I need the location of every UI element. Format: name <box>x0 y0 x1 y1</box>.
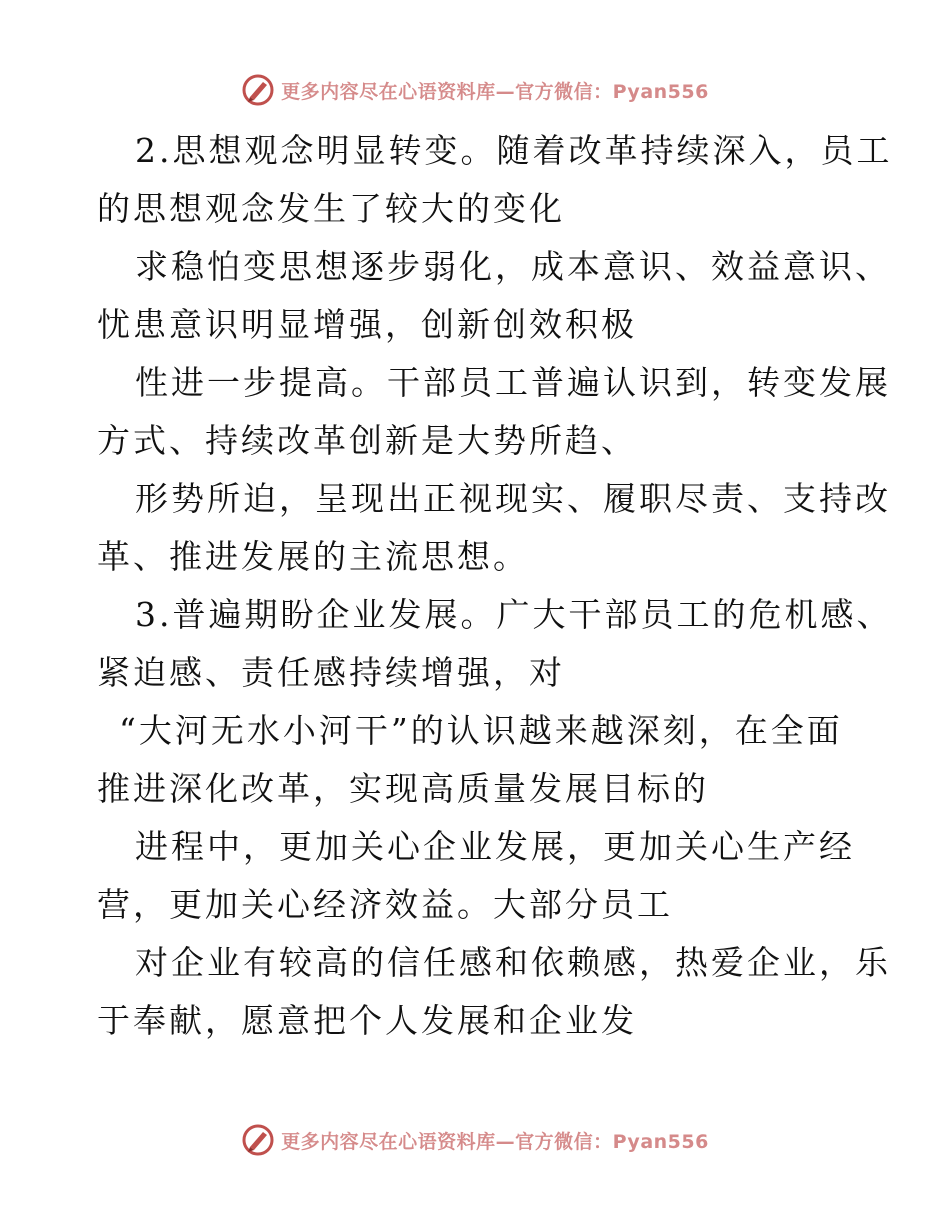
document-body <box>97 122 893 1050</box>
text-line: 形势所迫，呈现出正视现实、履职尽责、支持改 <box>135 479 891 518</box>
text-line: 忧患意识明显增强，创新创效积极 <box>97 305 637 344</box>
text-line: 的思想观念发生了较大的变化 <box>97 189 565 228</box>
header-watermark <box>0 70 950 110</box>
text-line: 2.思想观念明显转变。随着改革持续深入，员工 <box>135 131 893 170</box>
text-line: 求稳怕变思想逐步弱化，成本意识、效益意识、 <box>135 247 891 286</box>
text-line: 3.普遍期盼企业发展。广大干部员工的危机感、 <box>135 595 893 634</box>
text-line: 性进一步提高。干部员工普遍认识到，转变发展 <box>135 363 891 402</box>
footer-watermark <box>0 1120 950 1160</box>
text-line: 紧迫感、责任感持续增强，对 <box>97 653 565 692</box>
text-line: “大河无水小河干”的认识越来越深刻，在全面 <box>119 711 843 750</box>
text-line: 革、推进发展的主流思想。 <box>97 537 529 576</box>
pen-logo-icon <box>241 73 275 107</box>
text-line: 推进深化改革，实现高质量发展目标的 <box>97 769 709 808</box>
text-line: 对企业有较高的信任感和依赖感，热爱企业，乐 <box>135 943 891 982</box>
text-line: 于奉献，愿意把个人发展和企业发 <box>97 1001 637 1040</box>
text-line: 营，更加关心经济效益。大部分员工 <box>97 885 673 924</box>
text-line: 进程中，更加关心企业发展，更加关心生产经 <box>135 827 855 866</box>
pen-logo-icon <box>241 1123 275 1157</box>
text-line: 方式、持续改革创新是大势所趋、 <box>97 421 637 460</box>
footer-watermark-text: 更多内容尽在心语资料库—官方微信：Pyan556 <box>281 1130 709 1153</box>
header-watermark-text: 更多内容尽在心语资料库—官方微信：Pyan556 <box>281 80 709 103</box>
